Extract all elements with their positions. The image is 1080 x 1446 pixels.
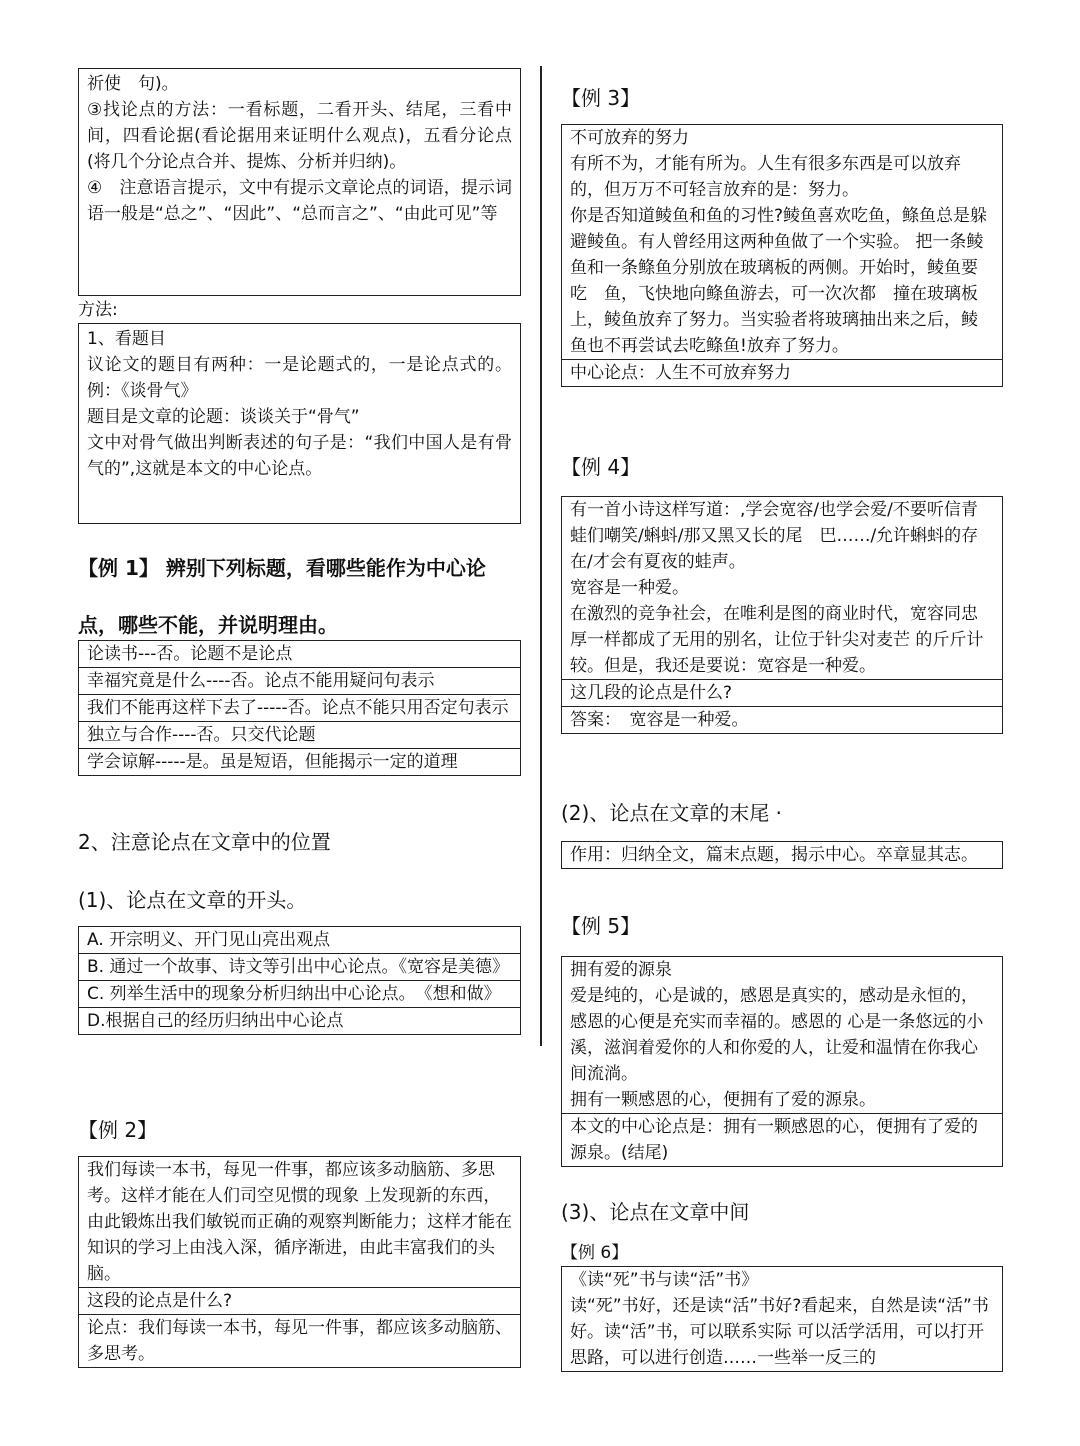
title-line: 议论文的题目有两种：一是论题式的，一是论点式的。例：《谈骨气》 [87, 355, 512, 401]
method-box [78, 68, 521, 296]
example6-heading: 【例 6】 [561, 1243, 629, 1263]
table-row: 答案： 宽容是一种爱。 [562, 706, 1002, 733]
table-row: 这段的论点是什么? [79, 1287, 520, 1314]
table-end-role [561, 841, 1003, 869]
table-example5 [561, 956, 1003, 1167]
sub3-heading: (3)、论点在文章中间 [561, 1200, 750, 1224]
method-line: ③找论点的方法：一看标题，二看开头、结尾，三看中间，四看论据(看论据用来证明什么观点)，五看分论点(将几个分论点合并、提炼、分析并归纳)。 [87, 100, 512, 172]
table-row: D.根据自己的经历归纳出中心论点 [79, 1007, 520, 1034]
section2-heading: 2、注意论点在文章中的位置 [78, 830, 331, 854]
table-example1 [78, 640, 521, 776]
table-row: 论读书---否。论题不是论点 [87, 644, 293, 664]
table-row: B. 通过一个故事、诗文等引出中心论点。《宽容是美德》 [79, 953, 520, 980]
title-line: 1、看题目 [87, 329, 166, 349]
table-row: 拥有爱的源泉 爱是纯的，心是诚的，感恩是真实的，感动是永恒的，感恩的心便是充实而幸福的。感恩的 心是一条悠远的小溪，滋润着爱你的人和你爱的人，让爱和温情在你我心间流淌。 拥有一颗感恩的心，便拥有了爱的源泉。 [570, 960, 984, 1110]
sub1-heading: (1)、论点在文章的开头。 [78, 888, 307, 912]
table-row: 我们每读一本书，每见一件事，都应该多动脑筋、多思考。这样才能在人们司空见惯的现象 上发现新的东西，由此锻炼出我们敏锐而正确的观察判断能力；这样才能在知识的学习上由浅入深，循序渐进，由此丰富我们的头脑。 [87, 1160, 512, 1284]
table-row: C. 列举生活中的现象分析归纳出中心论点。 《想和做》 [79, 980, 520, 1007]
table-row: 作用：归纳全文，篇末点题，揭示中心。卒章显其志。 [570, 845, 978, 865]
title-box [78, 323, 521, 524]
example2-heading: 【例 2】 [78, 1118, 158, 1142]
example1-heading: 【例 1】 辨别下列标题，看哪些能作为中心论点，哪些不能，并说明理由。 [78, 556, 486, 637]
table-row: 独立与合作----否。只交代论题 [79, 721, 520, 748]
table-row: 学会谅解-----是。虽是短语，但能揭示一定的道理 [79, 748, 520, 775]
table-example2 [78, 1156, 521, 1368]
column-divider [540, 66, 542, 1046]
title-line: 题目是文章的论题：谈谈关于“骨气” [87, 407, 360, 427]
example5-heading: 【例 5】 [561, 914, 641, 938]
table-row: 我们不能再这样下去了-----否。论点不能只用否定句表示 [79, 694, 520, 721]
table-row: 有一首小诗这样写道：,学会宽容/也学会爱/不要听信青蛙们嘲笑/蝌蚪/那又黑又长的尾 巴……/允许蝌蚪的存在/才会有夏夜的蛙声。 宽容是一种爱。 在激烈的竞争社会，在唯利是图的商业时代，宽容同忠厚一样都成了无用的别名，让位于针尖对麦芒 的斤斤计较。但是，我还是要说：宽容是一种爱。 [570, 500, 984, 676]
table-row: 幸福究竟是什么----否。论点不能用疑问句表示 [79, 667, 520, 694]
table-example4 [561, 496, 1003, 734]
method-label: 方法: [78, 300, 118, 320]
sub2-heading: (2)、论点在文章的末尾 · [561, 801, 783, 825]
table-row: 中心论点：人生不可放弃努力 [562, 359, 1002, 386]
table-row: 论点：我们每读一本书，每见一件事，都应该多动脑筋、多思考。 [79, 1314, 520, 1367]
table-positions [78, 926, 521, 1035]
table-row: 《读“死”书与读“活”书》 读“死”书好，还是读“活”书好?看起来，自然是读“活”书好。读“活”书，可以联系实际 可以活学活用，可以打开思路，可以进行创造……一些举一反三的 [570, 1270, 989, 1368]
example4-heading: 【例 4】 [561, 455, 641, 479]
method-line: ④ 注意语言提示，文中有提示文章论点的词语，提示词语一般是“总之”、“因此”、“总而言之”、“由此可见”等 [87, 178, 512, 224]
example3-heading: 【例 3】 [561, 86, 641, 110]
table-example6 [561, 1266, 1003, 1372]
table-row: A. 开宗明义、开门见山亮出观点 [87, 930, 331, 950]
method-line: 祈使 句)。 [87, 74, 179, 94]
table-row: 不可放弃的努力 有所不为，才能有所为。人生有很多东西是可以放弃的，但万万不可轻言放弃的是：努力。 你是否知道鲮鱼和鱼的习性?鲮鱼喜欢吃鱼，鲦鱼总是躲避鲮鱼。有人曾经用这两种鱼做了一个实验。 把一条鲮鱼和一条鲦鱼分别放在玻璃板的两侧。开始时，鲮鱼要吃 鱼，飞快地向鲦鱼游去，可一次次都 撞在玻璃板上，鲮鱼放弃了努力。当实验者将玻璃抽出来之后，鲮鱼也不再尝试去吃鲦鱼!放弃了努力。 [570, 128, 988, 356]
table-row: 本文的中心论点是：拥有一颗感恩的心，便拥有了爱的源泉。(结尾) [562, 1113, 1002, 1166]
table-example3 [561, 124, 1003, 387]
title-line: 文中对骨气做出判断表述的句子是：“我们中国人是有骨气的”,这就是本文的中心论点。 [87, 433, 512, 479]
table-row: 这几段的论点是什么? [562, 679, 1002, 706]
